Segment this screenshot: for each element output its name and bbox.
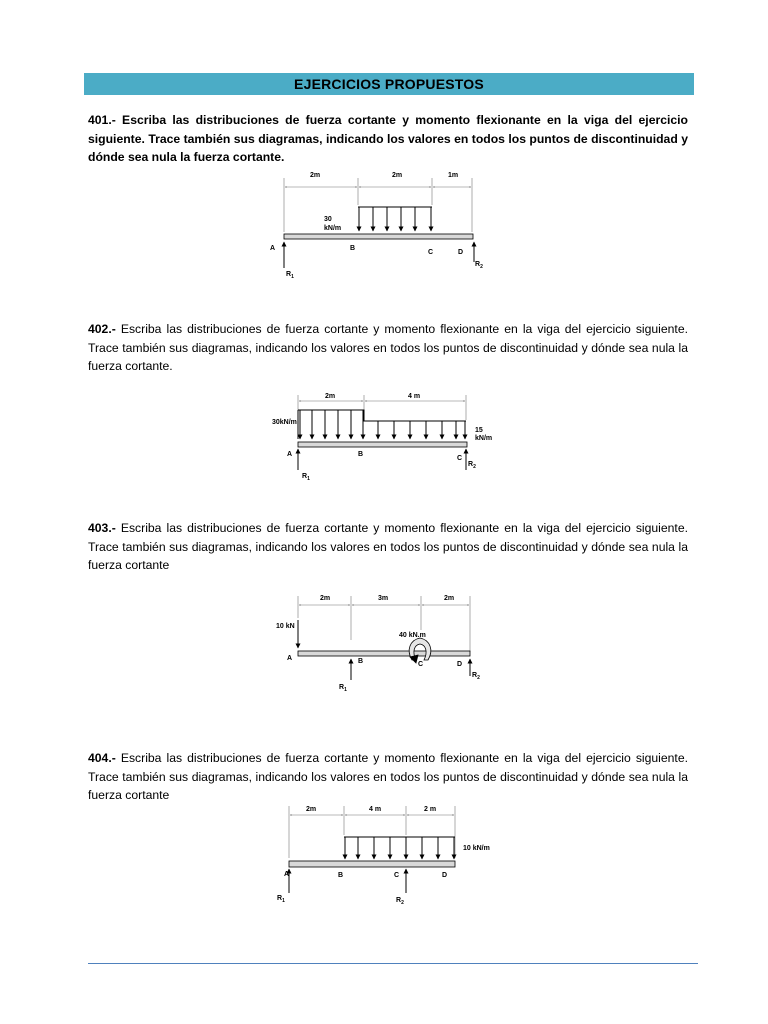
dim-403-bc: 3m (378, 595, 389, 602)
beam-401 (284, 234, 473, 239)
problem-402-number: 402.- (88, 322, 116, 336)
point-403-d: D (457, 661, 463, 668)
figure-402 (272, 393, 492, 482)
reaction-403-r1: $R_1$ (339, 684, 347, 693)
reaction-404-r2: $R_2$ (396, 897, 404, 906)
point-403-b: B (358, 658, 364, 665)
reaction-401-r2: $R_2$ (475, 261, 483, 270)
reaction-402-r1: $R_1$ (302, 473, 310, 482)
dim-403-ab: 2m (320, 595, 331, 602)
load-402-left: 30kN/m (272, 419, 297, 426)
beam-404 (289, 861, 455, 867)
reaction-402-r2: $R_2$ (468, 461, 476, 470)
problem-404-text: Escriba las distribuciones de fuerza cortante y momento flexionante en la viga del ejercicio siguiente. Trace también sus diagramas, indicando los valores en todos los puntos de discontinuidad y dónde sea nula la fuerza cortante (88, 751, 688, 802)
point-404-c: C (394, 872, 400, 879)
dim-403-cd: 2m (444, 595, 455, 602)
figure-403 (276, 595, 480, 693)
point-403-a: A (287, 655, 293, 662)
section-title: EJERCICIOS PROPUESTOS (294, 76, 484, 92)
reaction-404-r1: $R_1$ (277, 895, 285, 904)
problem-404-number: 404.- (88, 751, 116, 765)
point-401-a: A (270, 245, 276, 252)
point-403-c: C (418, 661, 424, 668)
point-404-d: D (442, 872, 448, 879)
dim-401-ab: 2m (310, 172, 321, 179)
figure-404 (277, 806, 490, 906)
load-402-right-unit: kN/m (475, 435, 493, 442)
load-401-unit: kN/m (324, 225, 342, 232)
beam-402 (298, 442, 467, 447)
problem-403-number: 403.- (88, 521, 116, 535)
problem-402-text: Escriba las distribuciones de fuerza cortante y momento flexionante en la viga del ejercicio siguiente. Trace también sus diagramas, indicando los valores en todos los puntos de discontinuidad y dónde sea nula la fuerza cortante. (88, 322, 688, 373)
force-403-label: 10 kN (276, 623, 295, 630)
problem-401-number: 401.- (88, 113, 116, 127)
moment-symbol-403 (409, 638, 431, 663)
dim-402-bc: 4 m (408, 393, 421, 400)
figure-401 (270, 172, 483, 280)
reaction-403-r2: $R_2$ (472, 672, 480, 681)
distributed-load-402 (298, 410, 466, 439)
point-404-a: A (284, 871, 290, 878)
dimension-lines-401 (284, 178, 472, 232)
footer-divider (88, 963, 698, 964)
reaction-401-r1: $R_1$ (286, 271, 294, 280)
load-401-value: 30 (324, 216, 332, 223)
point-402-b: B (358, 451, 364, 458)
dim-404-cd: 2 m (424, 806, 437, 813)
load-404-label: 10 kN/m (463, 845, 490, 852)
load-402-right-value: 15 (475, 427, 483, 434)
point-401-c: C (428, 249, 434, 256)
problem-401-text: Escriba las distribuciones de fuerza cortante y momento flexionante en la viga del ejercicio siguiente. Trace también sus diagramas, indicando los valores en todos los puntos de discontinuidad y dónde sea nula la fuerza cortante. (88, 113, 688, 164)
dim-404-ab: 2m (306, 806, 317, 813)
moment-403-label: 40 kN.m (399, 632, 426, 639)
point-402-c: C (457, 455, 463, 462)
problem-403-text: Escriba las distribuciones de fuerza cortante y momento flexionante en la viga del ejercicio siguiente. Trace también sus diagramas, indicando los valores en todos los puntos de discontinuidad y dónde sea nula la fuerza cortante (88, 521, 688, 572)
distributed-load-401 (358, 207, 432, 231)
point-404-b: B (338, 872, 344, 879)
point-402-a: A (287, 451, 293, 458)
dim-402-ab: 2m (325, 393, 336, 400)
point-401-b: B (350, 245, 356, 252)
distributed-load-404 (344, 837, 455, 859)
point-401-d: D (458, 249, 464, 256)
beam-403 (298, 651, 470, 656)
dim-401-cd: 1m (448, 172, 459, 179)
dim-404-bc: 4 m (369, 806, 382, 813)
dim-401-bc: 2m (392, 172, 403, 179)
